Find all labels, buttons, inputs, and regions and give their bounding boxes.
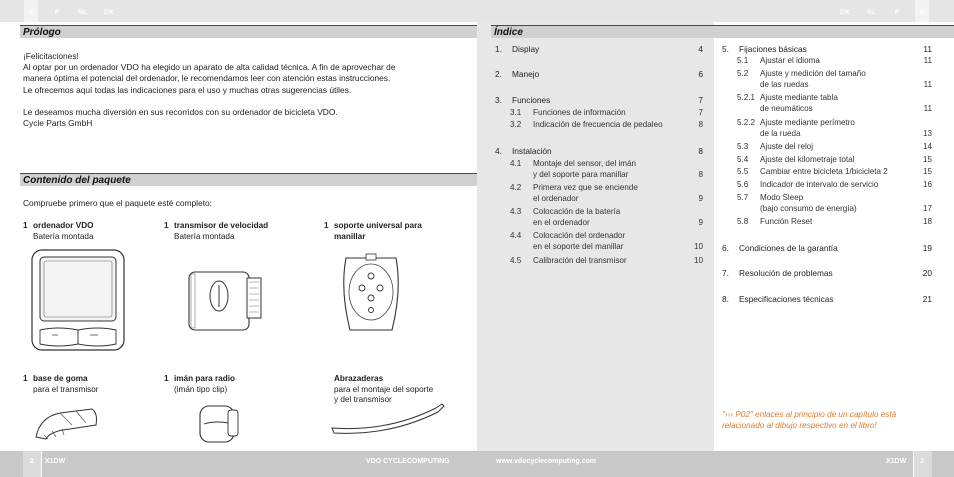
toc-num: 7. bbox=[722, 268, 729, 278]
toc-page: 14 bbox=[922, 142, 932, 151]
toc-label: Ajuste mediante perímetro bbox=[760, 118, 855, 127]
toc-num: 5.2.2 bbox=[737, 118, 756, 127]
toc-page: 8 bbox=[698, 120, 703, 129]
toc-num: 4.5 bbox=[510, 256, 522, 265]
toc-num: 4.3 bbox=[510, 207, 522, 216]
toc-page: 11 bbox=[923, 44, 932, 54]
toc-num: 4.2 bbox=[510, 183, 522, 192]
toc-num: 3.1 bbox=[510, 108, 522, 117]
page-number-right: 3 bbox=[920, 458, 924, 465]
prologo-paragraph-2 bbox=[23, 107, 463, 129]
toc-entry[interactable] bbox=[510, 120, 703, 131]
toc-entry[interactable] bbox=[737, 118, 932, 139]
toc-label: Ajuste y medición del tamaño bbox=[760, 69, 866, 78]
toc-label: Indicador de intervalo de servicio bbox=[760, 180, 879, 189]
top-language-bar-left bbox=[0, 0, 477, 22]
toc-label: Primera vez que se enciende bbox=[533, 183, 638, 192]
toc-num: 5.7 bbox=[737, 193, 749, 202]
item-title: imán para radio bbox=[174, 374, 235, 383]
toc-num: 3.2 bbox=[510, 120, 522, 129]
section-header-prologo: Prólogo bbox=[20, 25, 477, 38]
toc-entry[interactable] bbox=[495, 95, 703, 106]
toc-page: 15 bbox=[922, 155, 932, 164]
toc-label: Cambiar entre bicicleta 1/bicicleta 2 bbox=[760, 167, 888, 176]
toc-label: Colocación del ordenador bbox=[533, 231, 626, 240]
toc-page: 11 bbox=[923, 56, 932, 65]
rubber-base-illustration bbox=[30, 403, 102, 443]
toc-label: Resolución de problemas bbox=[739, 268, 833, 278]
cable-tie-illustration bbox=[328, 400, 450, 436]
toc-page: 7 bbox=[698, 108, 703, 117]
item-title: ordenador VDO bbox=[33, 221, 94, 230]
toc-label: Modo Sleep bbox=[760, 193, 804, 202]
toc-label: Funciones bbox=[512, 95, 551, 105]
item-sub: Batería montada bbox=[33, 231, 94, 241]
item-sub: (imán tipo clip) bbox=[174, 384, 228, 394]
toc-page: 10 bbox=[693, 241, 703, 251]
toc-label: Fijaciones básicas bbox=[739, 44, 807, 54]
item-sub: y del transmisor bbox=[334, 395, 392, 404]
toc-num: 5.2 bbox=[737, 69, 749, 78]
toc-page: 16 bbox=[922, 180, 932, 189]
package-item-magnet bbox=[164, 374, 314, 395]
toc-num: 5.5 bbox=[737, 167, 749, 176]
lang-tab-dk[interactable]: DK bbox=[104, 9, 114, 16]
toc-label: Montaje del sensor, del imán bbox=[533, 159, 637, 168]
prologo-line: Le deseamos mucha diversión en sus recorridos con su ordenador de bicicleta VDO. bbox=[23, 107, 338, 117]
website-url[interactable]: www.vdocyclecomputing.com bbox=[496, 458, 597, 465]
toc-label: Indicación de frecuencia de pedaleo bbox=[533, 120, 663, 129]
toc-label: Función Reset bbox=[760, 217, 813, 226]
toc-page: 11 bbox=[923, 103, 932, 113]
toc-page: 17 bbox=[922, 203, 932, 213]
toc-entry[interactable] bbox=[722, 268, 932, 279]
toc-label: Ajuste del reloj bbox=[760, 142, 814, 151]
item-title: base de goma bbox=[33, 374, 88, 383]
item-qty: 1 bbox=[23, 221, 28, 230]
lang-tab-dk[interactable]: DK bbox=[840, 9, 850, 16]
prologo-line: ¡Felicitaciones! bbox=[23, 51, 79, 61]
brand-name: VDO CYCLECOMPUTING bbox=[366, 458, 450, 465]
toc-label-cont: en el soporte del manillar bbox=[533, 241, 624, 251]
bracket-illustration bbox=[336, 250, 406, 340]
lang-tab-nl[interactable]: NL bbox=[867, 9, 877, 16]
toc-num: 5.3 bbox=[737, 142, 749, 151]
toc-page: 7 bbox=[698, 95, 703, 105]
toc-page: 21 bbox=[922, 294, 932, 304]
toc-page: 8 bbox=[698, 169, 703, 179]
toc-num: 4.4 bbox=[510, 231, 522, 240]
toc-num: 5.2.1 bbox=[737, 93, 756, 102]
toc-entry[interactable] bbox=[737, 193, 932, 214]
page-number-left: 2 bbox=[30, 458, 34, 465]
toc-page: 19 bbox=[922, 243, 932, 253]
toc-entry[interactable] bbox=[510, 183, 703, 204]
toc-label: Calibración del transmisor bbox=[533, 256, 627, 265]
toc-entry[interactable] bbox=[510, 159, 703, 180]
paquete-intro: Compruebe primero que el paquete esté completo: bbox=[23, 198, 213, 208]
toc-num: 5.1 bbox=[737, 56, 749, 65]
model-name-left: X1DW bbox=[45, 458, 66, 465]
toc-page: 8 bbox=[698, 146, 703, 156]
toc-page: 18 bbox=[922, 217, 932, 226]
toc-page: 15 bbox=[922, 167, 932, 176]
model-name-right: X1DW bbox=[886, 458, 907, 465]
package-item-computer bbox=[23, 221, 153, 242]
toc-entry[interactable] bbox=[722, 44, 932, 55]
item-qty: 1 bbox=[324, 221, 329, 230]
toc-num: 6. bbox=[722, 243, 729, 253]
footer-divider bbox=[41, 451, 42, 477]
toc-label: Ajustar el idioma bbox=[760, 56, 820, 65]
lang-tab-p[interactable]: P bbox=[55, 9, 60, 16]
toc-entry[interactable] bbox=[495, 146, 703, 157]
toc-num: 1. bbox=[495, 44, 502, 54]
toc-entry[interactable] bbox=[510, 207, 703, 228]
toc-entry[interactable] bbox=[737, 180, 932, 191]
toc-entry[interactable] bbox=[722, 294, 932, 305]
prologo-line: Cycle Parts GmbH bbox=[23, 118, 93, 129]
item-title: soporte universal para bbox=[334, 221, 422, 230]
item-qty: 1 bbox=[164, 221, 169, 230]
item-sub: para el montaje del soporte bbox=[334, 384, 434, 394]
toc-entry[interactable] bbox=[737, 217, 932, 228]
computer-illustration bbox=[30, 248, 126, 354]
prologo-paragraph-1 bbox=[23, 51, 463, 96]
section-header-paquete: Contenido del paquete bbox=[20, 173, 477, 186]
transmitter-illustration bbox=[183, 266, 267, 336]
toc-page: 10 bbox=[693, 256, 703, 265]
toc-label: Instalación bbox=[512, 146, 552, 156]
toc-label: Ajuste mediante tabla bbox=[760, 93, 838, 102]
toc-num: 8. bbox=[722, 294, 729, 304]
toc-entry[interactable] bbox=[737, 167, 932, 178]
toc-num: 5.4 bbox=[737, 155, 749, 164]
toc-label-cont: (bajo consumo de energía) bbox=[760, 203, 857, 213]
toc-num: 4. bbox=[495, 146, 502, 156]
toc-label: Display bbox=[512, 44, 540, 54]
toc-num: 3. bbox=[495, 95, 502, 105]
toc-entry[interactable] bbox=[510, 231, 703, 252]
toc-page: 11 bbox=[923, 79, 932, 89]
toc-entry[interactable] bbox=[495, 44, 703, 55]
item-sub: para el transmisor bbox=[33, 384, 99, 394]
toc-entry[interactable] bbox=[737, 69, 932, 90]
toc-label-cont: de las ruedas bbox=[760, 79, 809, 89]
toc-label-cont: de la rueda bbox=[760, 128, 801, 138]
toc-num: 5.6 bbox=[737, 180, 749, 189]
toc-num: 2. bbox=[495, 69, 502, 79]
prologo-line: Le ofrecemos aquí todas las indicaciones para el uso y muchas otras sugerencias útiles. bbox=[23, 84, 352, 95]
lang-tab-e[interactable]: E bbox=[920, 9, 925, 16]
package-item-rubber-base bbox=[23, 374, 153, 395]
toc-entry[interactable] bbox=[722, 243, 932, 254]
toc-page: 4 bbox=[698, 44, 703, 54]
toc-num: 5.8 bbox=[737, 217, 749, 226]
prologo-line: manera óptima el potencial del ordenador, le recomendamos leer con atención estas instrucciones. bbox=[23, 73, 391, 84]
package-item-transmitter bbox=[164, 221, 314, 242]
item-qty: 1 bbox=[23, 374, 28, 383]
top-language-bar-right bbox=[477, 0, 954, 22]
item-title: transmisor de velocidad bbox=[174, 221, 269, 230]
toc-page: 20 bbox=[922, 268, 932, 278]
section-header-indice: Índice bbox=[491, 25, 954, 38]
item-qty: 1 bbox=[164, 374, 169, 383]
cross-reference-footnote: "››› P02" enlaces al principio de un capítulo está relacionado al dibujo respectivo en el libro! bbox=[722, 410, 897, 430]
toc-page: 13 bbox=[922, 128, 932, 138]
toc-entry[interactable] bbox=[737, 155, 932, 166]
item-title: Abrazaderas bbox=[334, 374, 384, 383]
toc-entry[interactable] bbox=[737, 56, 932, 67]
item-sub: Batería montada bbox=[174, 231, 235, 241]
lang-tab-e[interactable]: E bbox=[29, 9, 34, 16]
toc-label-cont: en el ordenador bbox=[533, 217, 590, 227]
toc-label: Funciones de información bbox=[533, 108, 626, 117]
lang-tab-p[interactable]: P bbox=[895, 9, 900, 16]
toc-label-cont: de neumáticos bbox=[760, 103, 813, 113]
footer-left bbox=[0, 451, 477, 477]
magnet-illustration bbox=[196, 400, 242, 446]
footer-right bbox=[477, 451, 954, 477]
toc-num: 5. bbox=[722, 44, 729, 54]
toc-page: 9 bbox=[698, 217, 703, 227]
toc-num: 4.1 bbox=[510, 159, 522, 168]
toc-entry[interactable] bbox=[510, 256, 703, 267]
toc-label-cont: y del soporte para manillar bbox=[533, 169, 629, 179]
toc-label: Ajuste del kilometraje total bbox=[760, 155, 855, 164]
toc-entry[interactable] bbox=[495, 69, 703, 80]
toc-label: Manejo bbox=[512, 69, 540, 79]
lang-tab-nl[interactable]: NL bbox=[78, 9, 88, 16]
toc-entry[interactable] bbox=[737, 142, 932, 153]
toc-entry[interactable] bbox=[510, 108, 703, 119]
package-item-bracket bbox=[324, 221, 464, 242]
toc-label-cont: el ordenador bbox=[533, 193, 579, 203]
toc-entry[interactable] bbox=[737, 93, 932, 114]
toc-page: 9 bbox=[698, 193, 703, 203]
toc-page: 6 bbox=[698, 69, 703, 79]
item-sub: manillar bbox=[334, 231, 366, 241]
prologo-line: Al optar por un ordenador VDO ha elegido un aparato de alta calidad técnica. A fin de aprovechar de bbox=[23, 62, 396, 73]
toc-label: Colocación de la batería bbox=[533, 207, 621, 216]
toc-label: Condiciones de la garantía bbox=[739, 243, 838, 253]
toc-label: Especificaciones técnicas bbox=[739, 294, 834, 304]
